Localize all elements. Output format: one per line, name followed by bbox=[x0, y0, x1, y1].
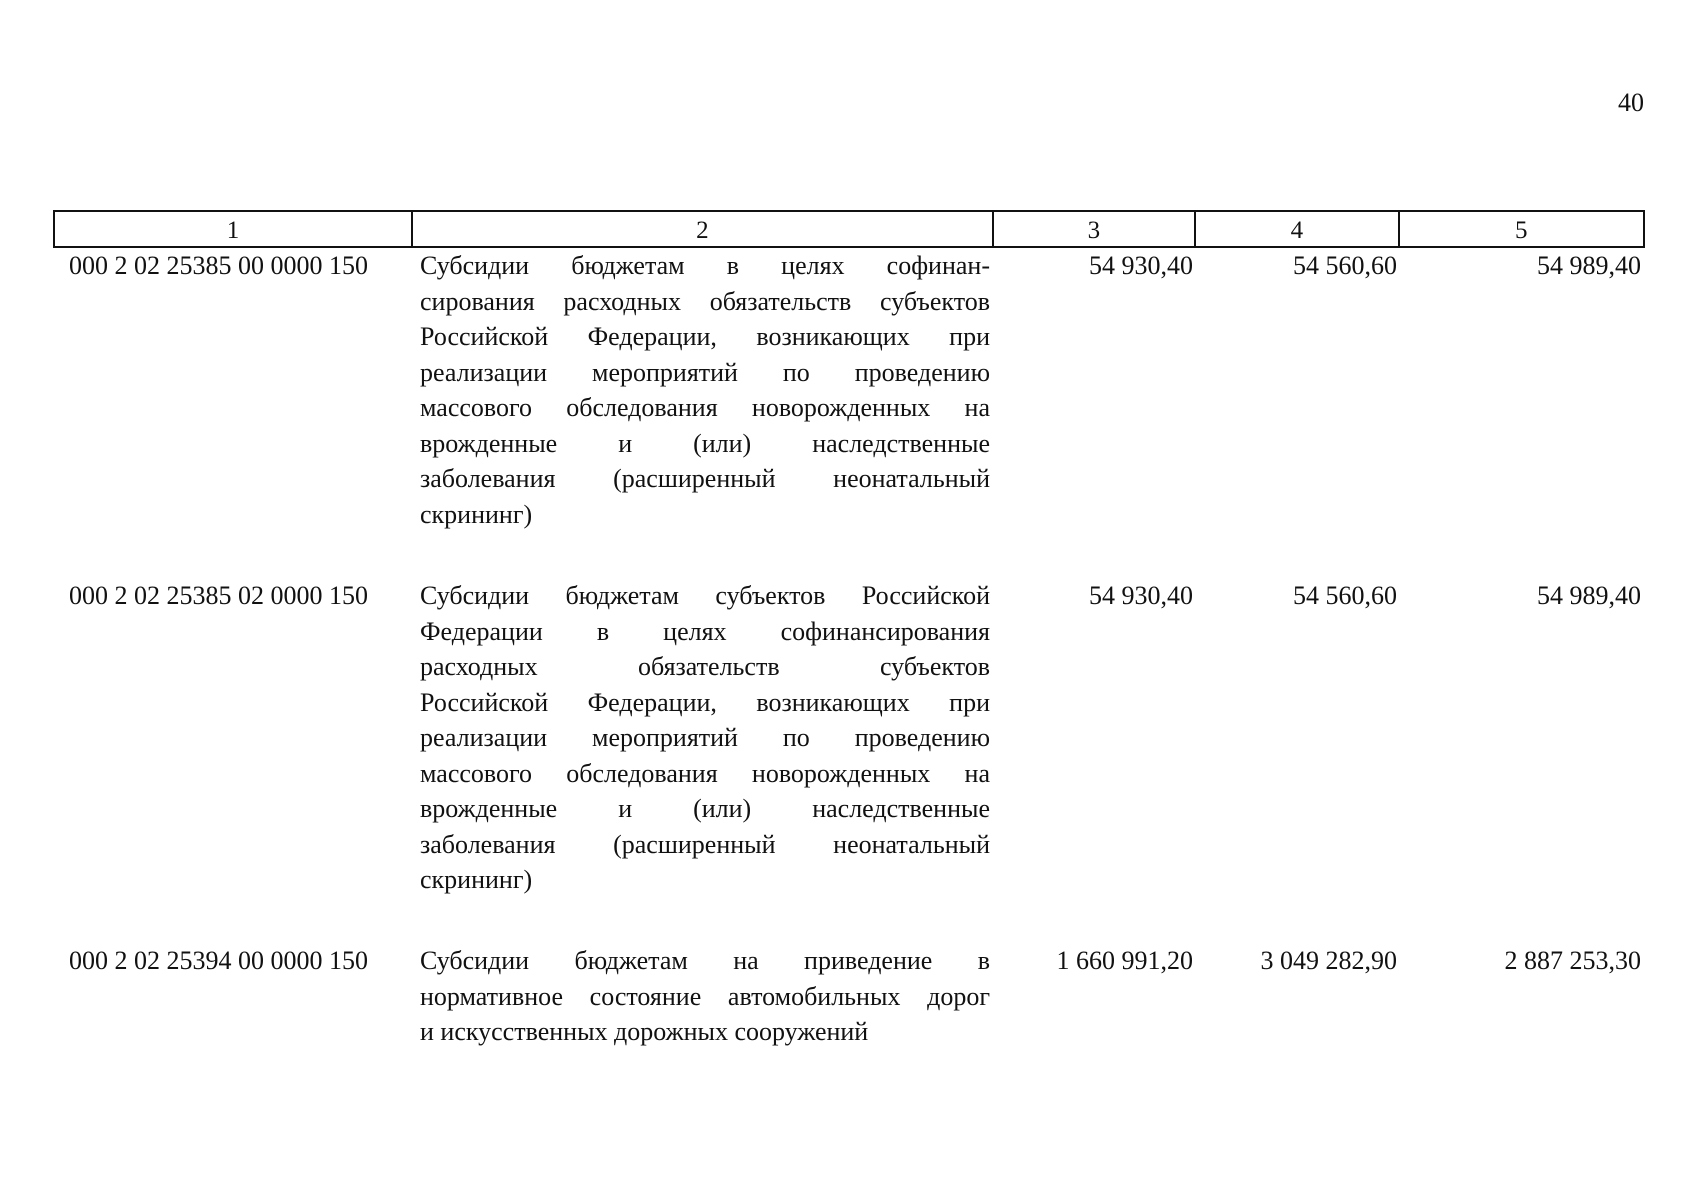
value-col-3: 54 930,40 bbox=[1089, 581, 1193, 610]
description-line: Субсидии бюджетам в целях софинан- bbox=[420, 251, 990, 280]
description-line: врожденные и (или) наследственные bbox=[420, 428, 990, 458]
description-line: массового обследования новорожденных на bbox=[420, 758, 990, 788]
table-row bbox=[53, 578, 1645, 898]
description-line: и искусственных дорожных сооружений bbox=[420, 1017, 869, 1046]
value-col-3: 1 660 991,20 bbox=[1056, 946, 1193, 975]
value-col-5: 54 989,40 bbox=[1537, 581, 1641, 610]
value-col-4: 3 049 282,90 bbox=[1260, 946, 1397, 975]
budget-code: 000 2 02 25385 00 0000 150 bbox=[69, 251, 368, 280]
description-line: нормативное состояние автомобильных дорог bbox=[420, 981, 990, 1011]
value-col-5: 2 887 253,30 bbox=[1504, 946, 1641, 975]
description-line: скрининг) bbox=[420, 499, 533, 529]
description-line: заболевания (расширенный неонатальный bbox=[420, 464, 990, 493]
column-header-1: 1 bbox=[55, 212, 413, 246]
table-row bbox=[53, 248, 1645, 532]
column-header-3: 3 bbox=[994, 212, 1197, 246]
description-line: сирования расходных обязательств субъектов bbox=[420, 286, 990, 316]
description-line: массового обследования новорожденных на bbox=[420, 393, 990, 422]
description-line: заболевания (расширенный неонатальный bbox=[420, 829, 990, 859]
table-row bbox=[53, 943, 1645, 1050]
row-description bbox=[412, 943, 994, 1050]
description-line: реализации мероприятий по проведению bbox=[420, 723, 990, 752]
description-line: Российской Федерации, возникающих при bbox=[420, 687, 990, 717]
value-col-5: 54 989,40 bbox=[1537, 251, 1641, 280]
row-description bbox=[412, 248, 994, 532]
value-col-3: 54 930,40 bbox=[1089, 251, 1193, 280]
description-line: Субсидии бюджетам на приведение в bbox=[420, 946, 990, 975]
value-col-4: 54 560,60 bbox=[1293, 581, 1397, 610]
value-col-4: 54 560,60 bbox=[1293, 251, 1397, 280]
column-header-4: 4 bbox=[1196, 212, 1399, 246]
description-line: Федерации в целях софинансирования bbox=[420, 616, 990, 646]
description-line: врожденные и (или) наследственные bbox=[420, 794, 990, 823]
budget-code: 000 2 02 25385 02 0000 150 bbox=[69, 581, 368, 610]
row-description bbox=[412, 578, 994, 898]
description-line: реализации мероприятий по проведению bbox=[420, 357, 990, 387]
page-number: 40 bbox=[1618, 88, 1644, 117]
column-header-5: 5 bbox=[1515, 217, 1528, 244]
description-line: Российской Федерации, возникающих при bbox=[420, 322, 990, 351]
column-header-2: 2 bbox=[413, 212, 994, 246]
column-header-row bbox=[53, 210, 1645, 248]
description-line: скрининг) bbox=[420, 865, 533, 894]
budget-code: 000 2 02 25394 00 0000 150 bbox=[69, 946, 368, 975]
description-line: расходных обязательств субъектов bbox=[420, 652, 990, 681]
description-line: Субсидии бюджетам субъектов Российской bbox=[420, 581, 990, 610]
